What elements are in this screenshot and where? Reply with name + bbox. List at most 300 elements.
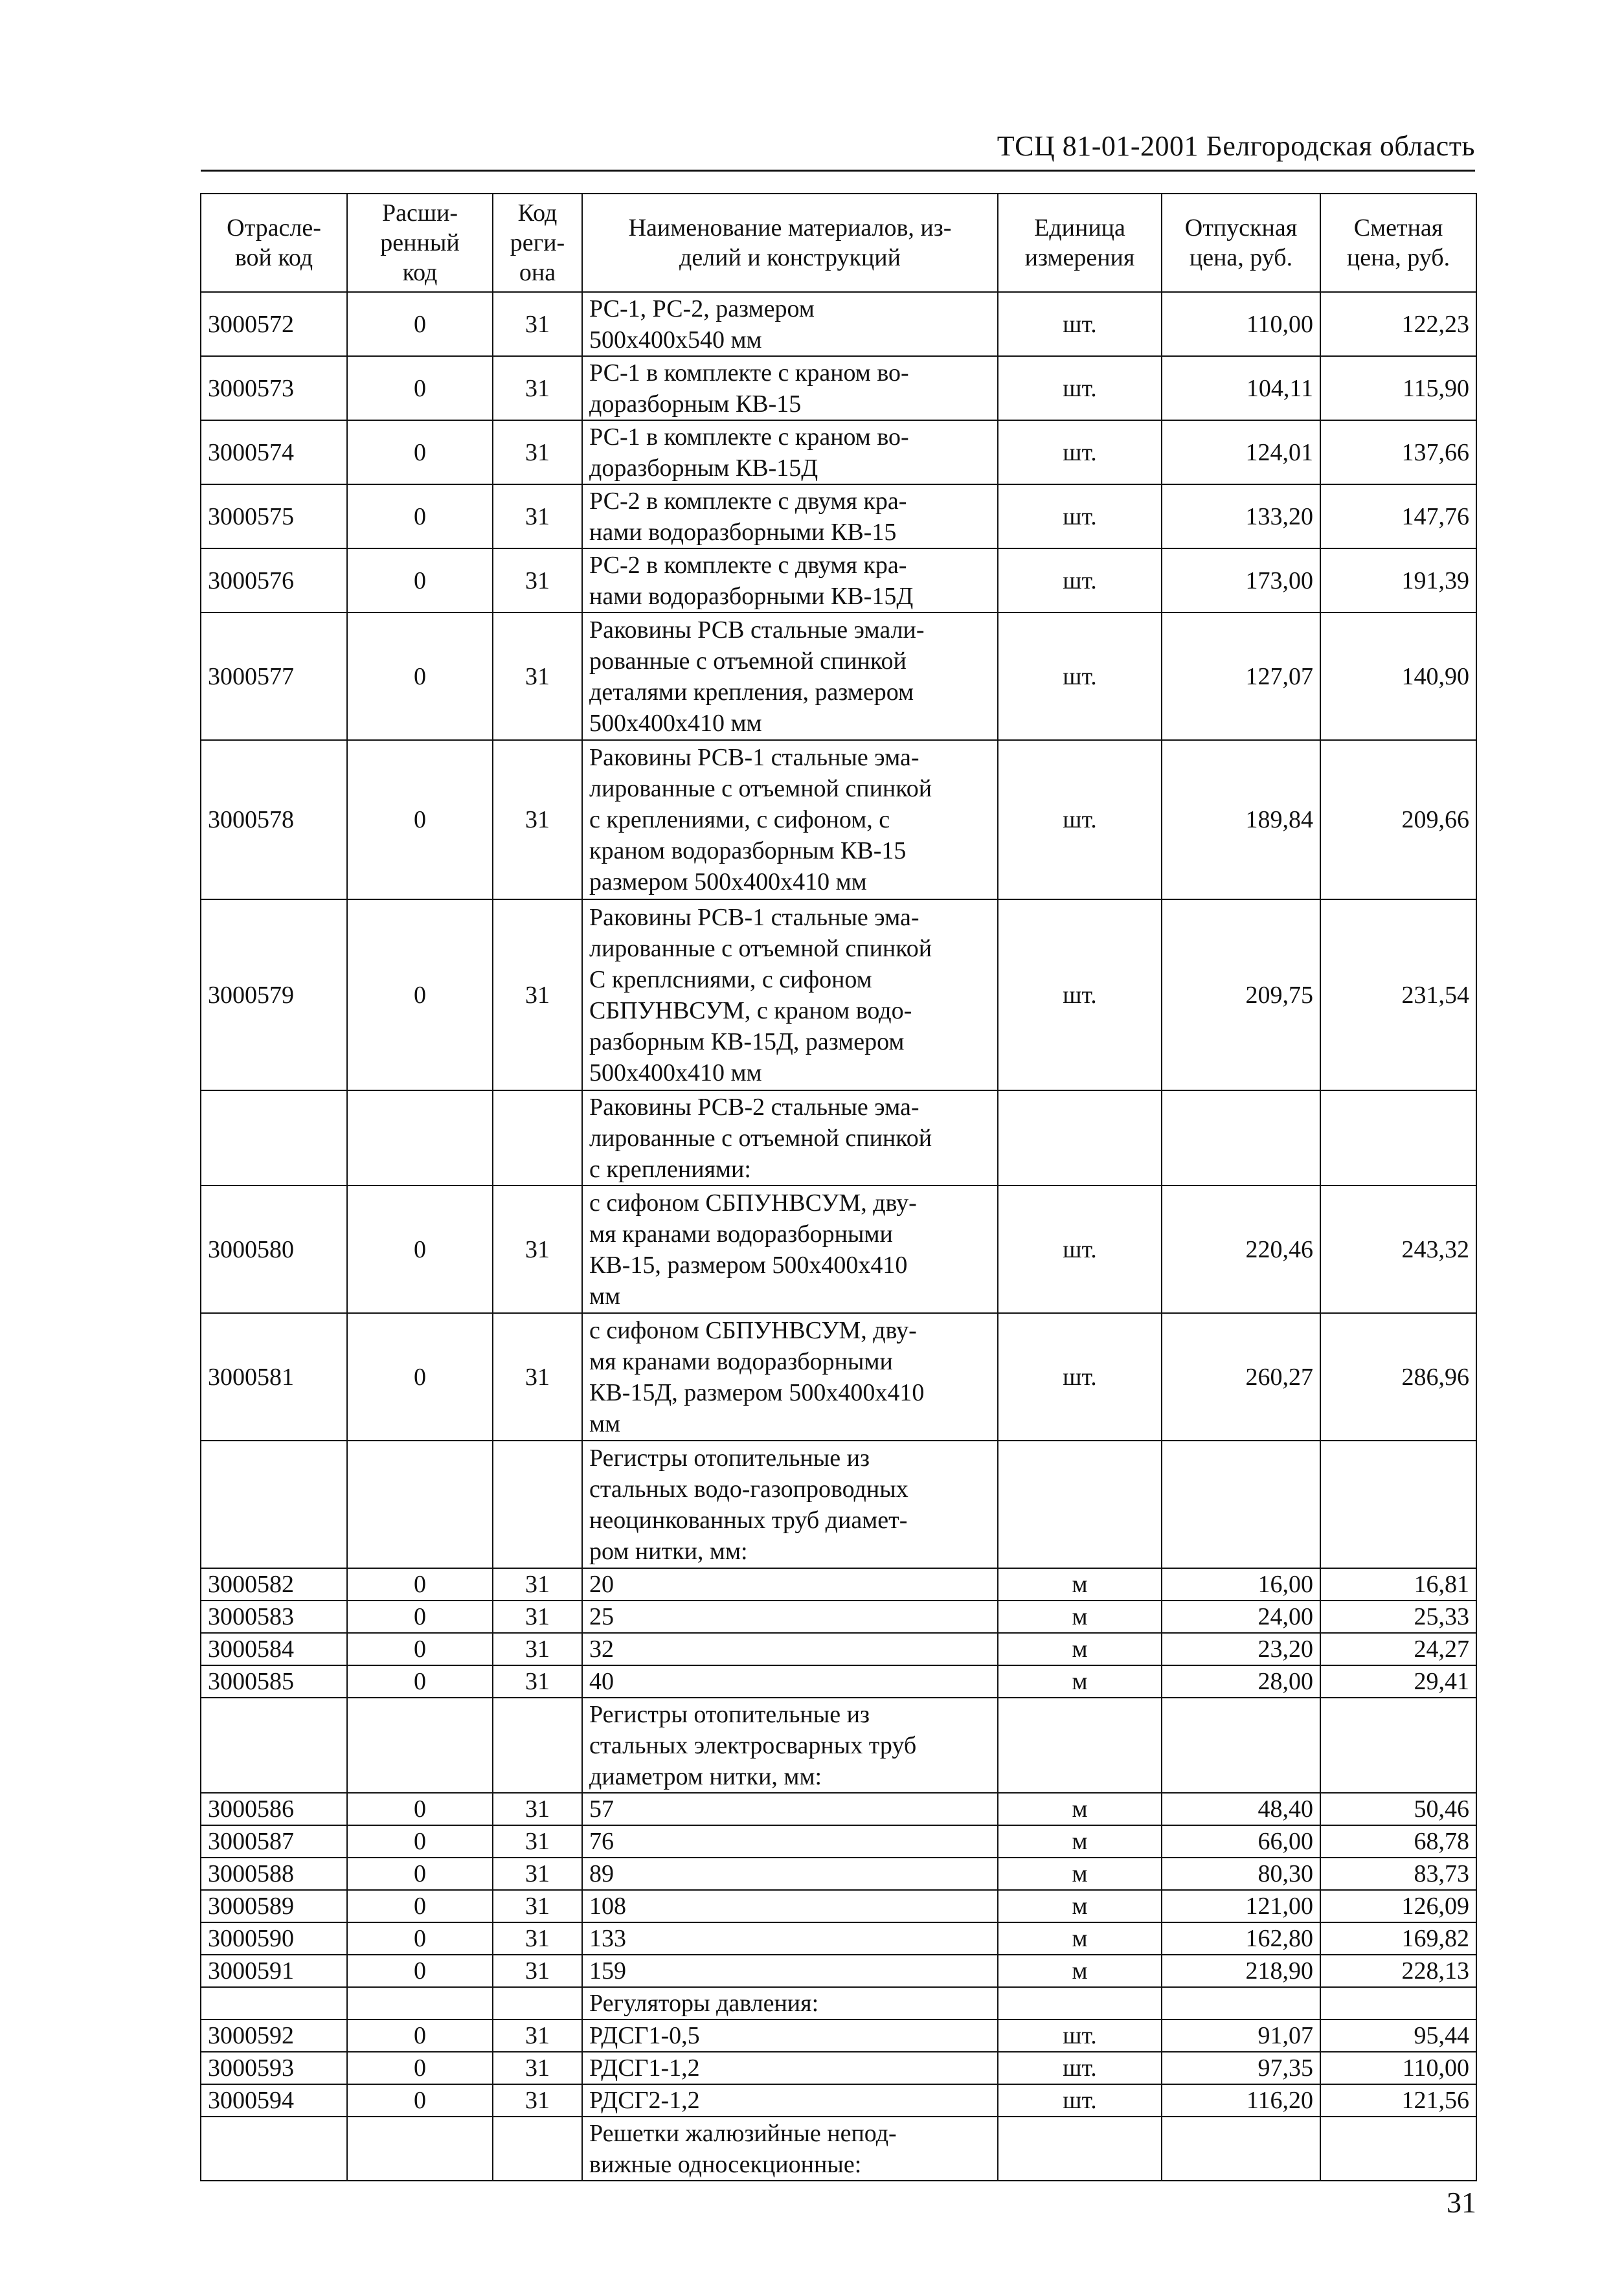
cell-estimate-price: 191,39 xyxy=(1320,548,1476,613)
cell-branch-code: 3000572 xyxy=(201,292,347,356)
cell-unit: м xyxy=(998,1665,1162,1698)
cell-extended-code: 0 xyxy=(347,1568,493,1601)
name-line: 108 xyxy=(589,1893,626,1920)
cell-name xyxy=(582,740,998,899)
cell-branch-code: 3000583 xyxy=(201,1601,347,1633)
cell-release-price: 104,11 xyxy=(1162,356,1320,420)
cell-estimate-price xyxy=(1320,2117,1476,2181)
name-line: 500х400х410 мм xyxy=(589,1059,762,1086)
cell-branch-code: 3000585 xyxy=(201,1665,347,1698)
cell-estimate-price: 115,90 xyxy=(1320,356,1476,420)
cell-extended-code: 0 xyxy=(347,1633,493,1665)
cell-unit: м xyxy=(998,1633,1162,1665)
cell-extended-code: 0 xyxy=(347,1186,493,1313)
cell-unit: шт. xyxy=(998,420,1162,484)
name-line: лированные с отъемной спинкой xyxy=(589,934,932,962)
name-line: Регуляторы давления: xyxy=(589,1990,819,2017)
cell-name xyxy=(582,1633,998,1665)
cell-unit: м xyxy=(998,1858,1162,1890)
cell-unit: шт. xyxy=(998,1313,1162,1441)
name-line: с сифоном СБПУНВСУМ, дву- xyxy=(589,1189,917,1217)
cell-estimate-price: 286,96 xyxy=(1320,1313,1476,1441)
table-row xyxy=(201,548,1476,613)
cell-unit: шт. xyxy=(998,548,1162,613)
cell-unit xyxy=(998,1698,1162,1793)
cell-release-price: 218,90 xyxy=(1162,1955,1320,1987)
page-number: 31 xyxy=(1447,2186,1476,2219)
table-row xyxy=(201,1568,1476,1601)
name-line: мм xyxy=(589,1282,621,1310)
cell-extended-code: 0 xyxy=(347,292,493,356)
cell-release-price: 189,84 xyxy=(1162,740,1320,899)
header-text-line: делий и конструкций xyxy=(679,244,901,271)
cell-branch-code: 3000576 xyxy=(201,548,347,613)
cell-extended-code: 0 xyxy=(347,899,493,1090)
cell-unit: шт. xyxy=(998,613,1162,740)
cell-name xyxy=(582,292,998,356)
name-line: доразборным КВ-15 xyxy=(589,390,802,418)
cell-name xyxy=(582,1987,998,2019)
table-row xyxy=(201,1890,1476,1922)
cell-release-price: 66,00 xyxy=(1162,1825,1320,1858)
cell-extended-code: 0 xyxy=(347,1665,493,1698)
name-line: Раковины РСВ стальные эмали- xyxy=(589,616,925,644)
cell-branch-code: 3000574 xyxy=(201,420,347,484)
cell-release-price: 48,40 xyxy=(1162,1793,1320,1825)
table-row xyxy=(201,1633,1476,1665)
cell-name xyxy=(582,1858,998,1890)
name-line: КВ-15, размером 500х400х410 xyxy=(589,1251,908,1279)
cell-region-code: 31 xyxy=(493,1665,582,1698)
cell-name xyxy=(582,1186,998,1313)
cell-extended-code xyxy=(347,1090,493,1186)
name-line: мм xyxy=(589,1410,621,1437)
cell-release-price: 116,20 xyxy=(1162,2084,1320,2117)
table-row xyxy=(201,899,1476,1090)
cell-branch-code xyxy=(201,1441,347,1568)
cell-region-code: 31 xyxy=(493,613,582,740)
name-line: 20 xyxy=(589,1571,614,1598)
header-text-line: цена, руб. xyxy=(1189,244,1293,271)
cell-estimate-price xyxy=(1320,1987,1476,2019)
name-line: 89 xyxy=(589,1860,614,1887)
cell-region-code: 31 xyxy=(493,1955,582,1987)
cell-region-code: 31 xyxy=(493,1922,582,1955)
table-group-row xyxy=(201,1090,1476,1186)
cell-estimate-price: 137,66 xyxy=(1320,420,1476,484)
cell-unit: шт. xyxy=(998,1186,1162,1313)
name-line: ром нитки, мм: xyxy=(589,1537,748,1565)
cell-estimate-price: 126,09 xyxy=(1320,1890,1476,1922)
name-line: деталями крепления, размером xyxy=(589,678,914,706)
cell-unit: шт. xyxy=(998,2019,1162,2052)
name-line: 500х400х540 мм xyxy=(589,326,762,354)
cell-name xyxy=(582,1890,998,1922)
price-table xyxy=(200,193,1477,2181)
cell-extended-code: 0 xyxy=(347,1955,493,1987)
table-row xyxy=(201,1922,1476,1955)
cell-region-code: 31 xyxy=(493,2019,582,2052)
cell-region-code xyxy=(493,1090,582,1186)
cell-name xyxy=(582,2084,998,2117)
cell-unit: шт. xyxy=(998,292,1162,356)
cell-estimate-price: 68,78 xyxy=(1320,1825,1476,1858)
cell-unit: м xyxy=(998,1922,1162,1955)
header-text-line: реги- xyxy=(510,229,565,256)
cell-release-price: 24,00 xyxy=(1162,1601,1320,1633)
cell-estimate-price: 95,44 xyxy=(1320,2019,1476,2052)
cell-release-price: 97,35 xyxy=(1162,2052,1320,2084)
cell-release-price xyxy=(1162,1987,1320,2019)
cell-unit xyxy=(998,2117,1162,2181)
cell-name xyxy=(582,1313,998,1441)
name-line: РДСГ1-0,5 xyxy=(589,2022,700,2049)
name-line: краном водоразборным КВ-15 xyxy=(589,837,907,864)
cell-release-price: 124,01 xyxy=(1162,420,1320,484)
cell-name xyxy=(582,1601,998,1633)
name-line: РС-2 в комплекте с двумя кра- xyxy=(589,487,907,515)
cell-estimate-price xyxy=(1320,1090,1476,1186)
cell-name xyxy=(582,2052,998,2084)
header-text-line: Отрасле- xyxy=(227,214,321,242)
name-line: 159 xyxy=(589,1957,626,1985)
cell-region-code: 31 xyxy=(493,899,582,1090)
table-row xyxy=(201,613,1476,740)
name-line: неоцинкованных труб диамет- xyxy=(589,1506,908,1534)
col-header-name xyxy=(582,194,998,292)
name-line: Регистры отопительные из xyxy=(589,1700,870,1728)
cell-estimate-price: 140,90 xyxy=(1320,613,1476,740)
cell-unit: м xyxy=(998,1825,1162,1858)
header-text-line: она xyxy=(519,259,556,286)
header-text-line: Единица xyxy=(1034,214,1125,242)
table-row xyxy=(201,740,1476,899)
name-line: нами водоразборными КВ-15Д xyxy=(589,582,914,610)
cell-branch-code: 3000586 xyxy=(201,1793,347,1825)
cell-release-price xyxy=(1162,1441,1320,1568)
name-line: доразборным КВ-15Д xyxy=(589,454,818,482)
cell-name xyxy=(582,548,998,613)
cell-branch-code: 3000594 xyxy=(201,2084,347,2117)
cell-estimate-price: 243,32 xyxy=(1320,1186,1476,1313)
cell-region-code: 31 xyxy=(493,1186,582,1313)
name-line: мя кранами водоразборными xyxy=(589,1220,893,1248)
table-group-row xyxy=(201,1987,1476,2019)
name-line: с креплениями: xyxy=(589,1155,751,1183)
cell-estimate-price: 231,54 xyxy=(1320,899,1476,1090)
name-line: 40 xyxy=(589,1668,614,1695)
name-line: Регистры отопительные из xyxy=(589,1444,870,1472)
table-row xyxy=(201,2052,1476,2084)
table-row xyxy=(201,356,1476,420)
cell-branch-code: 3000579 xyxy=(201,899,347,1090)
cell-name xyxy=(582,1090,998,1186)
name-line: размером 500х400х410 мм xyxy=(589,868,867,895)
cell-unit: шт. xyxy=(998,2052,1162,2084)
cell-name xyxy=(582,2019,998,2052)
cell-region-code xyxy=(493,1441,582,1568)
cell-unit xyxy=(998,1987,1162,2019)
cell-branch-code: 3000591 xyxy=(201,1955,347,1987)
name-line: диаметром нитки, мм: xyxy=(589,1762,822,1790)
cell-branch-code: 3000578 xyxy=(201,740,347,899)
cell-release-price: 260,27 xyxy=(1162,1313,1320,1441)
cell-release-price xyxy=(1162,1698,1320,1793)
name-line: РС-1 в комплекте с краном во- xyxy=(589,359,909,387)
name-line: 133 xyxy=(589,1925,626,1952)
cell-estimate-price: 50,46 xyxy=(1320,1793,1476,1825)
cell-region-code: 31 xyxy=(493,2052,582,2084)
cell-region-code: 31 xyxy=(493,420,582,484)
cell-region-code: 31 xyxy=(493,1313,582,1441)
table-body xyxy=(201,292,1476,2181)
cell-unit: шт. xyxy=(998,740,1162,899)
cell-name xyxy=(582,1955,998,1987)
col-header-branch-code xyxy=(201,194,347,292)
cell-estimate-price: 122,23 xyxy=(1320,292,1476,356)
name-line: с креплениями, с сифоном, с xyxy=(589,806,890,833)
cell-name xyxy=(582,1922,998,1955)
header-text-line: Сметная xyxy=(1353,214,1443,242)
cell-release-price: 173,00 xyxy=(1162,548,1320,613)
cell-region-code: 31 xyxy=(493,2084,582,2117)
cell-release-price: 209,75 xyxy=(1162,899,1320,1090)
cell-branch-code: 3000588 xyxy=(201,1858,347,1890)
cell-branch-code xyxy=(201,1090,347,1186)
col-header-extended-code xyxy=(347,194,493,292)
name-line: стальных электросварных труб xyxy=(589,1731,917,1759)
table-row xyxy=(201,1825,1476,1858)
cell-branch-code: 3000581 xyxy=(201,1313,347,1441)
cell-unit: шт. xyxy=(998,484,1162,548)
cell-region-code xyxy=(493,1987,582,2019)
cell-unit: м xyxy=(998,1793,1162,1825)
cell-unit xyxy=(998,1090,1162,1186)
cell-unit: шт. xyxy=(998,356,1162,420)
cell-region-code: 31 xyxy=(493,356,582,420)
name-line: С креплсниями, с сифоном xyxy=(589,965,872,993)
header-text-line: ренный xyxy=(380,229,460,256)
cell-region-code: 31 xyxy=(493,292,582,356)
cell-region-code: 31 xyxy=(493,1890,582,1922)
cell-unit: шт. xyxy=(998,899,1162,1090)
name-line: РС-1 в комплекте с краном во- xyxy=(589,423,909,451)
cell-release-price: 162,80 xyxy=(1162,1922,1320,1955)
cell-region-code xyxy=(493,2117,582,2181)
cell-extended-code: 0 xyxy=(347,2084,493,2117)
col-header-release-price xyxy=(1162,194,1320,292)
table-row xyxy=(201,1313,1476,1441)
cell-region-code: 31 xyxy=(493,1793,582,1825)
cell-name xyxy=(582,1698,998,1793)
cell-release-price: 80,30 xyxy=(1162,1858,1320,1890)
cell-extended-code: 0 xyxy=(347,1858,493,1890)
cell-region-code xyxy=(493,1698,582,1793)
table-header-row xyxy=(201,194,1476,292)
cell-extended-code: 0 xyxy=(347,740,493,899)
cell-unit xyxy=(998,1441,1162,1568)
name-line: СБПУНВСУМ, с краном водо- xyxy=(589,996,912,1024)
cell-release-price: 127,07 xyxy=(1162,613,1320,740)
document-header: ТСЦ 81-01-2001 Белгородская область xyxy=(997,130,1475,162)
cell-estimate-price: 121,56 xyxy=(1320,2084,1476,2117)
name-line: разборным КВ-15Д, размером xyxy=(589,1028,905,1055)
cell-extended-code xyxy=(347,1441,493,1568)
cell-name xyxy=(582,2117,998,2181)
name-line: мя кранами водоразборными xyxy=(589,1347,893,1375)
cell-branch-code: 3000580 xyxy=(201,1186,347,1313)
cell-estimate-price: 29,41 xyxy=(1320,1665,1476,1698)
cell-name xyxy=(582,1568,998,1601)
table-group-row xyxy=(201,1698,1476,1793)
cell-name xyxy=(582,1441,998,1568)
cell-release-price: 23,20 xyxy=(1162,1633,1320,1665)
table-row xyxy=(201,484,1476,548)
cell-estimate-price: 169,82 xyxy=(1320,1922,1476,1955)
cell-release-price: 220,46 xyxy=(1162,1186,1320,1313)
cell-branch-code: 3000593 xyxy=(201,2052,347,2084)
header-text-line: измерения xyxy=(1024,244,1135,271)
name-line: 32 xyxy=(589,1636,614,1663)
header-text-line: цена, руб. xyxy=(1346,244,1450,271)
name-line: 57 xyxy=(589,1795,614,1823)
cell-extended-code: 0 xyxy=(347,356,493,420)
name-line: 25 xyxy=(589,1603,614,1630)
cell-release-price: 91,07 xyxy=(1162,2019,1320,2052)
cell-extended-code: 0 xyxy=(347,1793,493,1825)
cell-extended-code: 0 xyxy=(347,1825,493,1858)
cell-name xyxy=(582,1825,998,1858)
cell-region-code: 31 xyxy=(493,1825,582,1858)
cell-branch-code: 3000575 xyxy=(201,484,347,548)
name-line: РС-1, РС-2, размером xyxy=(589,295,815,322)
table-row xyxy=(201,420,1476,484)
cell-name xyxy=(582,484,998,548)
table-row xyxy=(201,1858,1476,1890)
col-header-unit xyxy=(998,194,1162,292)
cell-estimate-price: 147,76 xyxy=(1320,484,1476,548)
cell-name xyxy=(582,613,998,740)
cell-branch-code xyxy=(201,1698,347,1793)
cell-branch-code xyxy=(201,2117,347,2181)
cell-release-price: 28,00 xyxy=(1162,1665,1320,1698)
cell-release-price: 16,00 xyxy=(1162,1568,1320,1601)
table-row xyxy=(201,1793,1476,1825)
cell-extended-code: 0 xyxy=(347,2019,493,2052)
cell-branch-code: 3000573 xyxy=(201,356,347,420)
header-rule xyxy=(201,170,1475,172)
cell-branch-code: 3000587 xyxy=(201,1825,347,1858)
cell-unit: м xyxy=(998,1955,1162,1987)
cell-estimate-price: 209,66 xyxy=(1320,740,1476,899)
table-group-row xyxy=(201,1441,1476,1568)
table-row xyxy=(201,2019,1476,2052)
table-row xyxy=(201,1955,1476,1987)
cell-unit: м xyxy=(998,1601,1162,1633)
name-line: рованные с отъемной спинкой xyxy=(589,647,907,675)
cell-unit: шт. xyxy=(998,2084,1162,2117)
table-row xyxy=(201,1665,1476,1698)
cell-extended-code: 0 xyxy=(347,613,493,740)
table-group-row xyxy=(201,2117,1476,2181)
header-text-line: вой код xyxy=(234,244,313,271)
table-row xyxy=(201,2084,1476,2117)
name-line: РДСГ2-1,2 xyxy=(589,2087,700,2114)
header-text-line: Наименование материалов, из- xyxy=(628,214,952,242)
cell-extended-code: 0 xyxy=(347,1601,493,1633)
cell-region-code: 31 xyxy=(493,1633,582,1665)
name-line: РДСГ1-1,2 xyxy=(589,2054,700,2082)
cell-release-price: 133,20 xyxy=(1162,484,1320,548)
name-line: 76 xyxy=(589,1828,614,1855)
cell-estimate-price: 83,73 xyxy=(1320,1858,1476,1890)
name-line: Раковины РСВ-1 стальные эма- xyxy=(589,903,919,931)
cell-name xyxy=(582,899,998,1090)
name-line: КВ-15Д, размером 500х400х410 xyxy=(589,1378,925,1406)
name-line: с сифоном СБПУНВСУМ, дву- xyxy=(589,1316,917,1344)
cell-release-price: 121,00 xyxy=(1162,1890,1320,1922)
table-row xyxy=(201,1186,1476,1313)
cell-name xyxy=(582,356,998,420)
cell-region-code: 31 xyxy=(493,548,582,613)
cell-release-price xyxy=(1162,2117,1320,2181)
cell-estimate-price: 24,27 xyxy=(1320,1633,1476,1665)
cell-extended-code: 0 xyxy=(347,1922,493,1955)
name-line: 500х400х410 мм xyxy=(589,709,762,737)
cell-region-code: 31 xyxy=(493,484,582,548)
header-text-line: Расши- xyxy=(381,199,458,227)
cell-unit: м xyxy=(998,1568,1162,1601)
name-line: Решетки жалюзийные непод- xyxy=(589,2119,897,2147)
cell-region-code: 31 xyxy=(493,1568,582,1601)
header-text-line: код xyxy=(402,259,438,286)
cell-estimate-price: 110,00 xyxy=(1320,2052,1476,2084)
name-line: РС-2 в комплекте с двумя кра- xyxy=(589,551,907,579)
cell-estimate-price xyxy=(1320,1441,1476,1568)
cell-region-code: 31 xyxy=(493,1858,582,1890)
cell-extended-code xyxy=(347,1698,493,1793)
table-row xyxy=(201,1601,1476,1633)
cell-region-code: 31 xyxy=(493,740,582,899)
cell-release-price: 110,00 xyxy=(1162,292,1320,356)
cell-release-price xyxy=(1162,1090,1320,1186)
name-line: нами водоразборными КВ-15 xyxy=(589,518,897,546)
name-line: лированные с отъемной спинкой xyxy=(589,1124,932,1152)
header-text-line: Отпускная xyxy=(1184,214,1298,242)
col-header-region-code xyxy=(493,194,582,292)
cell-branch-code: 3000584 xyxy=(201,1633,347,1665)
name-line: Раковины РСВ-1 стальные эма- xyxy=(589,744,919,771)
name-line: стальных водо-газопроводных xyxy=(589,1475,908,1503)
name-line: Раковины РСВ-2 стальные эма- xyxy=(589,1093,919,1121)
header-text-line: Код xyxy=(517,199,558,227)
name-line: вижные односекционные: xyxy=(589,2150,862,2178)
cell-estimate-price: 228,13 xyxy=(1320,1955,1476,1987)
cell-branch-code: 3000589 xyxy=(201,1890,347,1922)
cell-extended-code: 0 xyxy=(347,1890,493,1922)
cell-branch-code: 3000577 xyxy=(201,613,347,740)
cell-unit: м xyxy=(998,1890,1162,1922)
cell-branch-code: 3000582 xyxy=(201,1568,347,1601)
col-header-estimate-price xyxy=(1320,194,1476,292)
cell-region-code: 31 xyxy=(493,1601,582,1633)
cell-branch-code xyxy=(201,1987,347,2019)
cell-estimate-price: 16,81 xyxy=(1320,1568,1476,1601)
cell-extended-code: 0 xyxy=(347,2052,493,2084)
cell-extended-code xyxy=(347,1987,493,2019)
cell-extended-code xyxy=(347,2117,493,2181)
cell-extended-code: 0 xyxy=(347,548,493,613)
